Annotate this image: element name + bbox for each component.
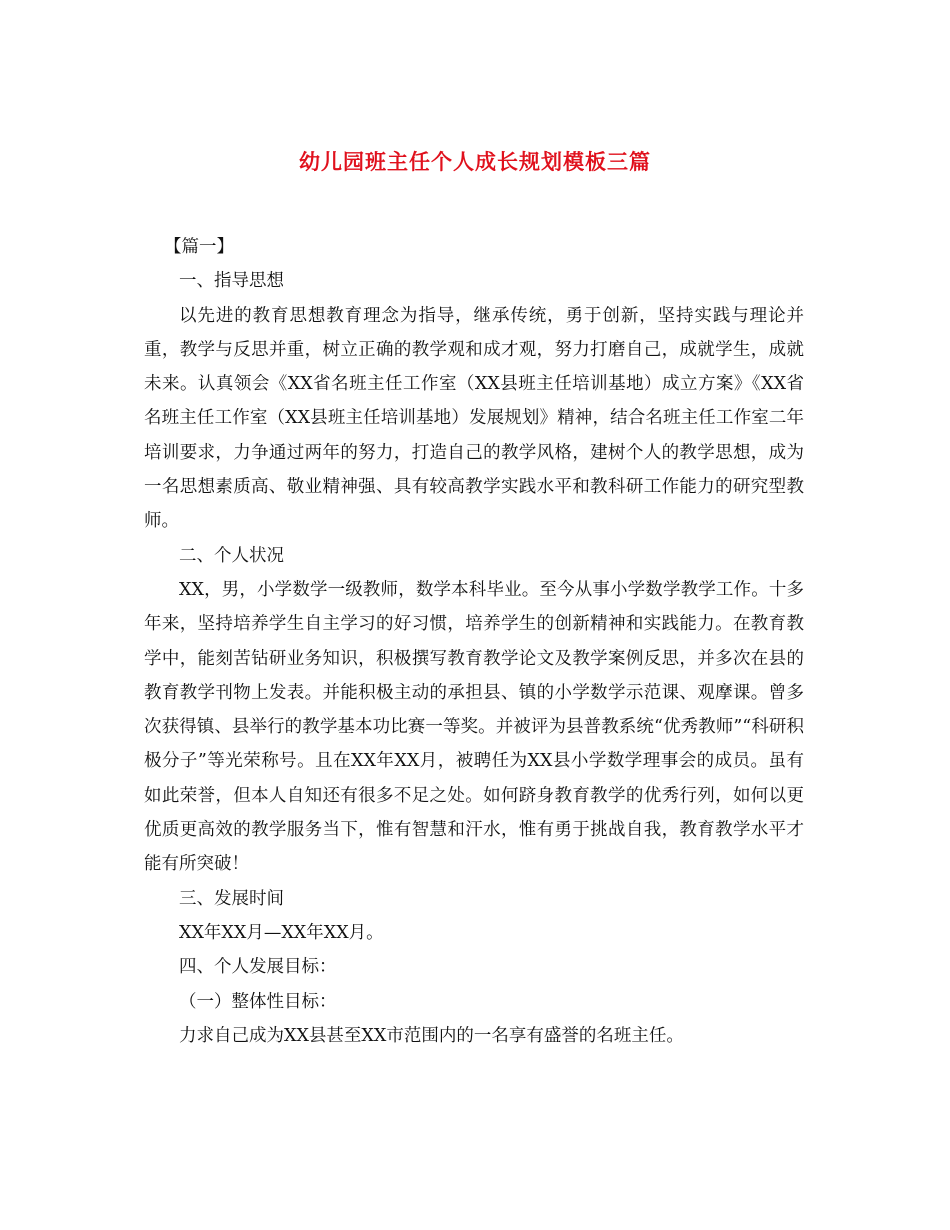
heading-personal-status: 二、个人状况	[179, 545, 284, 566]
paragraph-guiding-thought: 以先进的教育思想教育理念为指导，继承传统，勇于创新，坚持实践与理论并重，教学与反思并重，树立正确的教学观和成才观，努力打磨自己，成就学生，成就未来。认真领会《XX省名班主任工作室（XX县班主任培训基地）成立方案》《XX省名班主任工作室（XX县班主任培训基地）发展规划》精神，结合名班主任工作室二年培训要求，力争通过两年的努力，打造自己的教学风格，建树个人的教学思想，成为一名思想素质高、敬业精神强、具有较高教学实践水平和教科研工作能力的研究型教师。	[144, 305, 804, 532]
paragraph-overall-goal: 力求自己成为XX县甚至XX市范围内的一名享有盛誉的名班主任。	[179, 1025, 684, 1046]
document-body	[144, 230, 804, 1053]
heading-development-goals: 四、个人发展目标：	[179, 957, 337, 978]
section-label: 【篇一】	[164, 237, 234, 257]
paragraph-personal-status: XX，男，小学数学一级教师，数学本科毕业。至今从事小学数学教学工作。十多年来，坚持培养学生自主学习的好习惯，培养学生的创新精神和实践能力。在教育教学中，能刻苦钻研业务知识，积极撰写教育教学论文及教学案例反思，并多次在县的教育教学刊物上发表。并能积极主动的承担县、镇的小学数学示范课、观摩课。曾多次获得镇、县举行的教学基本功比赛一等奖。并被评为县普教系统“优秀教师”“科研积极分子”等光荣称号。且在XX年XX月，被聘任为XX县小学数学理事会的成员。虽有如此荣誉，但本人自知还有很多不足之处。如何跻身教育教学的优秀行列，如何以更优质更高效的教学服务当下，惟有智慧和汗水，惟有勇于挑战自我，教育教学水平才能有所突破！	[144, 579, 804, 875]
document-title: 幼儿园班主任个人成长规划模板三篇	[299, 149, 651, 174]
paragraph-development-time: XX年XX月—XX年XX月。	[179, 922, 384, 943]
heading-guiding-thought: 一、指导思想	[179, 271, 284, 292]
heading-overall-goal: （一）整体性目标：	[179, 991, 337, 1012]
heading-development-time: 三、发展时间	[179, 888, 284, 909]
